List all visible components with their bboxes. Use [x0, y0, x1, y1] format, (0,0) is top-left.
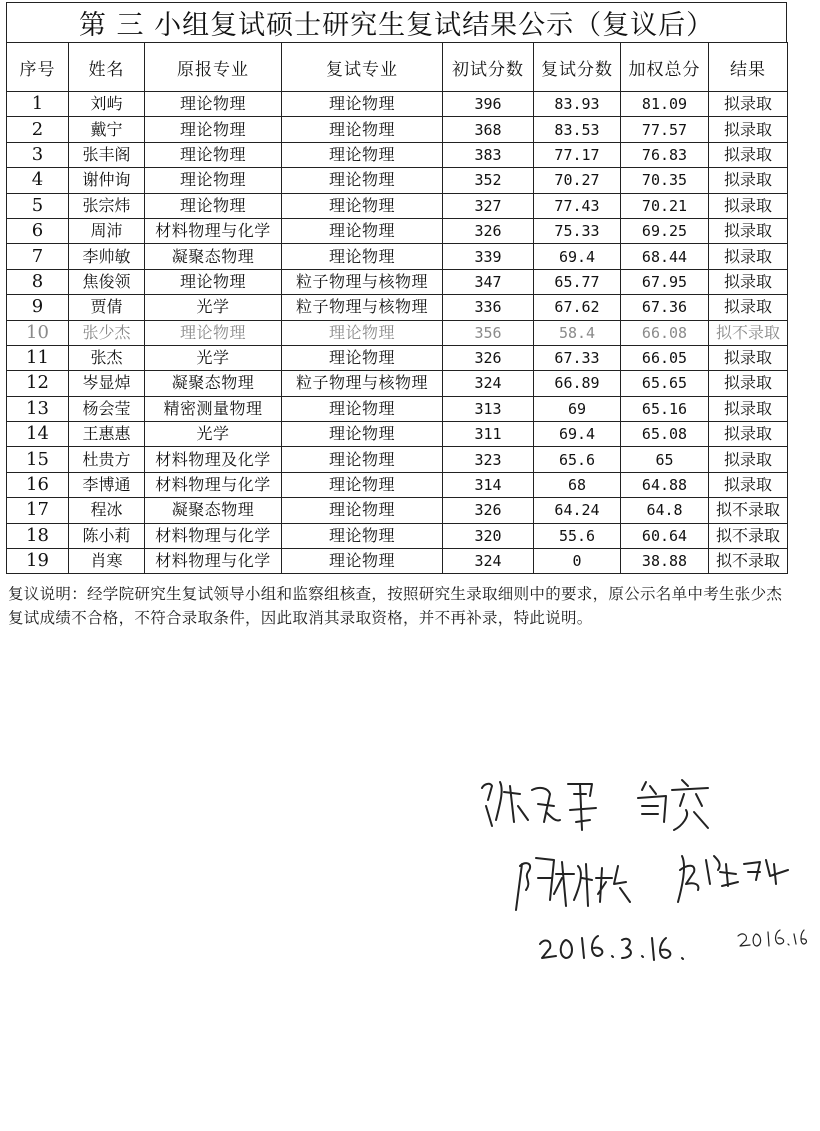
cell-result: 拟不录取 [709, 523, 788, 548]
cell-retest-score: 64.24 [534, 498, 621, 523]
review-note: 复议说明：经学院研究生复试领导小组和监察组核查，按照研究生录取细则中的要求，原公示名单中考生张少杰复试成绩不合格，不符合录取条件，因此取消其录取资格，并不再补录，特此说明。 [8, 585, 783, 627]
cell-name: 杜贵方 [69, 447, 145, 472]
table-row [7, 447, 788, 472]
cell-name: 张丰阁 [69, 142, 145, 167]
cell-initial-score: 356 [443, 320, 534, 345]
cell-orig-major: 凝聚态物理 [145, 244, 282, 269]
cell-retest-score: 68 [534, 472, 621, 497]
cell-orig-major: 材料物理与化学 [145, 218, 282, 243]
table-row [7, 498, 788, 523]
cell-seq: 14 [7, 422, 69, 447]
cell-name: 岑显焯 [69, 371, 145, 396]
cell-seq: 4 [7, 168, 69, 193]
header-initial-score: 初试分数 [443, 43, 534, 92]
cell-retest-major: 理论物理 [282, 345, 443, 370]
cell-result: 拟录取 [709, 92, 788, 117]
cell-name: 李帅敏 [69, 244, 145, 269]
table-row [7, 345, 788, 370]
cell-result: 拟不录取 [709, 498, 788, 523]
cell-weighted-total: 67.95 [621, 269, 709, 294]
cell-retest-major: 粒子物理与核物理 [282, 295, 443, 320]
cell-retest-major: 理论物理 [282, 447, 443, 472]
cell-orig-major: 材料物理与化学 [145, 472, 282, 497]
cell-result: 拟录取 [709, 422, 788, 447]
cell-retest-score: 83.93 [534, 92, 621, 117]
cell-weighted-total: 69.25 [621, 218, 709, 243]
header-result: 结果 [709, 43, 788, 92]
cell-orig-major: 光学 [145, 295, 282, 320]
cell-weighted-total: 66.08 [621, 320, 709, 345]
cell-orig-major: 理论物理 [145, 92, 282, 117]
cell-retest-score: 70.27 [534, 168, 621, 193]
cell-retest-score: 0 [534, 549, 621, 574]
cell-result: 拟录取 [709, 295, 788, 320]
cell-name: 周沛 [69, 218, 145, 243]
cell-seq: 2 [7, 117, 69, 142]
cell-retest-major: 粒子物理与核物理 [282, 371, 443, 396]
cell-orig-major: 理论物理 [145, 269, 282, 294]
cell-seq: 3 [7, 142, 69, 167]
cell-name: 焦俊领 [69, 269, 145, 294]
cell-retest-score: 83.53 [534, 117, 621, 142]
cell-initial-score: 320 [443, 523, 534, 548]
cell-seq: 19 [7, 549, 69, 574]
cell-seq: 11 [7, 345, 69, 370]
cell-name: 张宗炜 [69, 193, 145, 218]
cell-initial-score: 336 [443, 295, 534, 320]
cell-name: 谢仲询 [69, 168, 145, 193]
cell-orig-major: 光学 [145, 422, 282, 447]
cell-retest-score: 66.89 [534, 371, 621, 396]
cell-initial-score: 339 [443, 244, 534, 269]
cell-retest-score: 69.4 [534, 422, 621, 447]
cell-retest-score: 55.6 [534, 523, 621, 548]
header-seq: 序号 [7, 43, 69, 92]
cell-name: 张少杰 [69, 320, 145, 345]
cell-orig-major: 材料物理与化学 [145, 549, 282, 574]
cell-weighted-total: 65.16 [621, 396, 709, 421]
cell-initial-score: 347 [443, 269, 534, 294]
cell-retest-major: 理论物理 [282, 523, 443, 548]
cell-name: 杨会莹 [69, 396, 145, 421]
cell-retest-major: 理论物理 [282, 142, 443, 167]
cell-initial-score: 323 [443, 447, 534, 472]
cell-retest-major: 理论物理 [282, 193, 443, 218]
cell-initial-score: 326 [443, 345, 534, 370]
cell-seq: 10 [7, 320, 69, 345]
table-row [7, 523, 788, 548]
table-row [7, 549, 788, 574]
cell-initial-score: 368 [443, 117, 534, 142]
table-row [7, 269, 788, 294]
header-retest-major: 复试专业 [282, 43, 443, 92]
table-row [7, 295, 788, 320]
cell-retest-score: 67.62 [534, 295, 621, 320]
cell-retest-score: 69 [534, 396, 621, 421]
cell-seq: 8 [7, 269, 69, 294]
cell-weighted-total: 65.08 [621, 422, 709, 447]
cell-initial-score: 311 [443, 422, 534, 447]
cell-weighted-total: 77.57 [621, 117, 709, 142]
table-row [7, 218, 788, 243]
cell-name: 贾倩 [69, 295, 145, 320]
table-body [7, 92, 788, 574]
cell-retest-major: 理论物理 [282, 422, 443, 447]
cell-result: 拟不录取 [709, 549, 788, 574]
cell-weighted-total: 65.65 [621, 371, 709, 396]
cell-initial-score: 327 [443, 193, 534, 218]
cell-result: 拟录取 [709, 472, 788, 497]
cell-result: 拟录取 [709, 345, 788, 370]
table-row [7, 320, 788, 345]
cell-retest-major: 理论物理 [282, 396, 443, 421]
cell-orig-major: 理论物理 [145, 117, 282, 142]
cell-seq: 18 [7, 523, 69, 548]
table-row [7, 92, 788, 117]
cell-result: 拟录取 [709, 244, 788, 269]
cell-orig-major: 凝聚态物理 [145, 371, 282, 396]
table-row [7, 422, 788, 447]
cell-retest-score: 69.4 [534, 244, 621, 269]
cell-seq: 17 [7, 498, 69, 523]
cell-initial-score: 396 [443, 92, 534, 117]
results-table [6, 42, 788, 574]
cell-seq: 7 [7, 244, 69, 269]
table-row [7, 371, 788, 396]
document-title: 第 三 小组复试硕士研究生复试结果公示（复议后） [6, 2, 787, 42]
cell-retest-major: 理论物理 [282, 498, 443, 523]
cell-orig-major: 凝聚态物理 [145, 498, 282, 523]
cell-orig-major: 理论物理 [145, 142, 282, 167]
cell-weighted-total: 38.88 [621, 549, 709, 574]
cell-orig-major: 光学 [145, 345, 282, 370]
header-name: 姓名 [69, 43, 145, 92]
cell-retest-score: 77.43 [534, 193, 621, 218]
cell-name: 程冰 [69, 498, 145, 523]
cell-retest-major: 理论物理 [282, 472, 443, 497]
table-header-row [7, 43, 788, 92]
cell-result: 拟录取 [709, 168, 788, 193]
cell-initial-score: 352 [443, 168, 534, 193]
cell-initial-score: 314 [443, 472, 534, 497]
cell-seq: 12 [7, 371, 69, 396]
cell-orig-major: 材料物理与化学 [145, 523, 282, 548]
cell-retest-major: 理论物理 [282, 92, 443, 117]
cell-result: 拟录取 [709, 117, 788, 142]
cell-weighted-total: 76.83 [621, 142, 709, 167]
cell-seq: 16 [7, 472, 69, 497]
cell-name: 肖寒 [69, 549, 145, 574]
cell-retest-score: 75.33 [534, 218, 621, 243]
cell-retest-score: 77.17 [534, 142, 621, 167]
table-row [7, 396, 788, 421]
cell-retest-major: 粒子物理与核物理 [282, 269, 443, 294]
cell-initial-score: 324 [443, 549, 534, 574]
cell-result: 拟录取 [709, 396, 788, 421]
cell-seq: 5 [7, 193, 69, 218]
cell-retest-major: 理论物理 [282, 117, 443, 142]
cell-initial-score: 313 [443, 396, 534, 421]
cell-name: 李博通 [69, 472, 145, 497]
cell-retest-score: 65.6 [534, 447, 621, 472]
header-retest-score: 复试分数 [534, 43, 621, 92]
header-weighted-total: 加权总分 [621, 43, 709, 92]
table-row [7, 117, 788, 142]
cell-seq: 1 [7, 92, 69, 117]
cell-seq: 6 [7, 218, 69, 243]
cell-name: 戴宁 [69, 117, 145, 142]
cell-seq: 9 [7, 295, 69, 320]
cell-retest-major: 理论物理 [282, 168, 443, 193]
cell-weighted-total: 70.35 [621, 168, 709, 193]
cell-result: 拟录取 [709, 269, 788, 294]
table-row [7, 244, 788, 269]
cell-orig-major: 理论物理 [145, 320, 282, 345]
cell-orig-major: 材料物理及化学 [145, 447, 282, 472]
cell-weighted-total: 66.05 [621, 345, 709, 370]
cell-initial-score: 324 [443, 371, 534, 396]
cell-weighted-total: 60.64 [621, 523, 709, 548]
cell-retest-score: 65.77 [534, 269, 621, 294]
cell-seq: 13 [7, 396, 69, 421]
signature-drawing [470, 760, 820, 990]
handwritten-signatures [470, 760, 820, 990]
cell-initial-score: 326 [443, 218, 534, 243]
cell-orig-major: 精密测量物理 [145, 396, 282, 421]
cell-weighted-total: 67.36 [621, 295, 709, 320]
cell-name: 刘屿 [69, 92, 145, 117]
cell-name: 张杰 [69, 345, 145, 370]
cell-retest-score: 67.33 [534, 345, 621, 370]
table-row [7, 193, 788, 218]
cell-retest-major: 理论物理 [282, 549, 443, 574]
cell-weighted-total: 65 [621, 447, 709, 472]
table-row [7, 472, 788, 497]
cell-initial-score: 383 [443, 142, 534, 167]
cell-weighted-total: 81.09 [621, 92, 709, 117]
cell-retest-major: 理论物理 [282, 244, 443, 269]
cell-name: 陈小莉 [69, 523, 145, 548]
cell-orig-major: 理论物理 [145, 168, 282, 193]
cell-seq: 15 [7, 447, 69, 472]
cell-retest-major: 理论物理 [282, 218, 443, 243]
cell-result: 拟录取 [709, 142, 788, 167]
cell-retest-major: 理论物理 [282, 320, 443, 345]
cell-weighted-total: 70.21 [621, 193, 709, 218]
cell-initial-score: 326 [443, 498, 534, 523]
cell-result: 拟录取 [709, 371, 788, 396]
table-row [7, 142, 788, 167]
cell-weighted-total: 64.8 [621, 498, 709, 523]
cell-retest-score: 58.4 [534, 320, 621, 345]
cell-result: 拟不录取 [709, 320, 788, 345]
table-row [7, 168, 788, 193]
cell-weighted-total: 64.88 [621, 472, 709, 497]
header-orig-major: 原报专业 [145, 43, 282, 92]
cell-result: 拟录取 [709, 447, 788, 472]
cell-result: 拟录取 [709, 218, 788, 243]
cell-weighted-total: 68.44 [621, 244, 709, 269]
cell-result: 拟录取 [709, 193, 788, 218]
cell-orig-major: 理论物理 [145, 193, 282, 218]
cell-name: 王惠惠 [69, 422, 145, 447]
